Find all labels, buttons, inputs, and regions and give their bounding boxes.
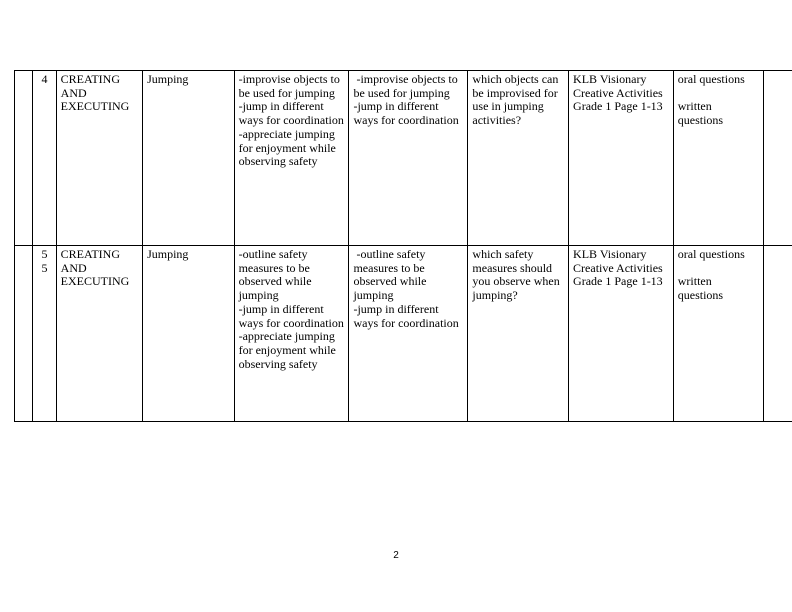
assessment-spacer — [678, 87, 759, 101]
remarks-cell — [764, 246, 792, 422]
learning-outcomes-cell — [234, 71, 349, 246]
table-row — [15, 246, 792, 422]
assessment-oral: oral questions — [677, 247, 745, 261]
week-lesson-cell — [33, 71, 56, 246]
key-inquiry-cell: which objects can be improvised for use in jumping activities? — [468, 71, 569, 246]
sub-strand-cell: Jumping — [143, 71, 235, 246]
learning-experiences-cell — [349, 71, 468, 246]
learning-outcomes-text: -outline safety measures to be observed while jumping -jump in different ways for coordination -appreciate jumping for enjoyment while observing safety — [238, 247, 344, 371]
learning-outcomes-text: -improvise objects to be used for jumping -jump in different ways for coordination -appreciate jumping for enjoyment while observing safety — [238, 72, 344, 169]
lesson-number: 5 — [41, 260, 48, 275]
assessment-cell — [673, 71, 763, 246]
strand-cell: CREATING AND EXECUTING — [56, 246, 142, 422]
learning-outcomes-cell — [234, 246, 349, 422]
margin-cell — [15, 246, 33, 422]
margin-cell — [15, 71, 33, 246]
remarks-cell — [764, 71, 792, 246]
learning-experiences-text: -improvise objects to be used for jumping -jump in different ways for coordination — [353, 72, 459, 128]
learning-experiences-cell — [349, 246, 468, 422]
learning-experiences-text: -outline safety measures to be observed while jumping -jump in different ways for coordination — [353, 247, 459, 330]
key-inquiry-cell: which safety measures should you observe when jumping? — [468, 246, 569, 422]
week-number: 5 — [41, 247, 48, 261]
resources-cell: KLB Visionary Creative Activities Grade 1 Page 1-13 — [569, 246, 674, 422]
assessment-written: written questions — [677, 99, 724, 128]
week-number: 4 — [41, 72, 48, 86]
page-number: 2 — [393, 550, 399, 561]
week-lesson-cell — [33, 246, 56, 422]
sub-strand-cell: Jumping — [143, 246, 235, 422]
resources-cell: KLB Visionary Creative Activities Grade 1 Page 1-13 — [569, 71, 674, 246]
assessment-written: written questions — [677, 274, 724, 303]
table-row — [15, 71, 792, 246]
assessment-spacer — [678, 262, 759, 276]
strand-cell: CREATING AND EXECUTING — [56, 71, 142, 246]
assessment-cell — [673, 246, 763, 422]
scheme-of-work-table — [14, 70, 792, 422]
assessment-oral: oral questions — [677, 72, 745, 86]
